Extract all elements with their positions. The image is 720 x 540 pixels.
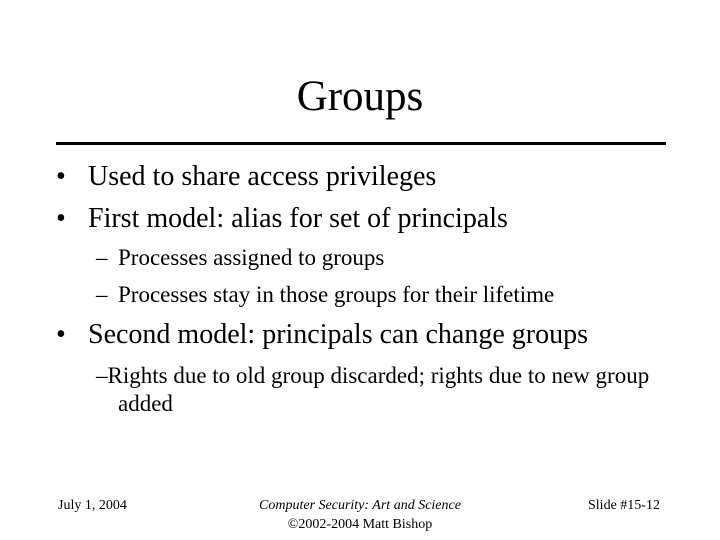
sub-bullet-item <box>96 362 698 418</box>
sub-bullet-marker: – <box>96 245 108 270</box>
title-divider <box>56 142 666 145</box>
bullet-text: Second model: principals can change groups <box>88 319 588 350</box>
sub-bullet-marker: – <box>96 363 108 388</box>
footer-slide-number: Slide #15-12 <box>588 498 660 513</box>
bullet-item <box>56 202 508 236</box>
sub-bullet-item <box>96 244 384 272</box>
bullet-item <box>56 318 588 352</box>
sub-bullet-text: Rights due to old group discarded; rights due to new group added <box>107 363 650 416</box>
sub-bullet-item <box>96 281 554 309</box>
footer-copyright: ©2002-2004 Matt Bishop <box>287 517 433 532</box>
bullet-item <box>56 160 436 194</box>
bullet-text: Used to share access privileges <box>88 161 437 192</box>
footer-course <box>210 496 510 534</box>
bullet-marker: • <box>56 203 66 234</box>
footer-date: July 1, 2004 <box>58 498 127 513</box>
bullet-marker: • <box>56 161 66 192</box>
bullet-text: First model: alias for set of principals <box>88 203 508 234</box>
sub-bullet-marker: – <box>96 282 108 307</box>
bullet-marker: • <box>56 319 66 350</box>
sub-bullet-text: Processes assigned to groups <box>118 245 385 270</box>
footer-course-title: Computer Security: Art and Science <box>259 498 461 513</box>
sub-bullet-text: Processes stay in those groups for their lifetime <box>118 282 555 307</box>
slide-title: Groups <box>296 73 424 120</box>
